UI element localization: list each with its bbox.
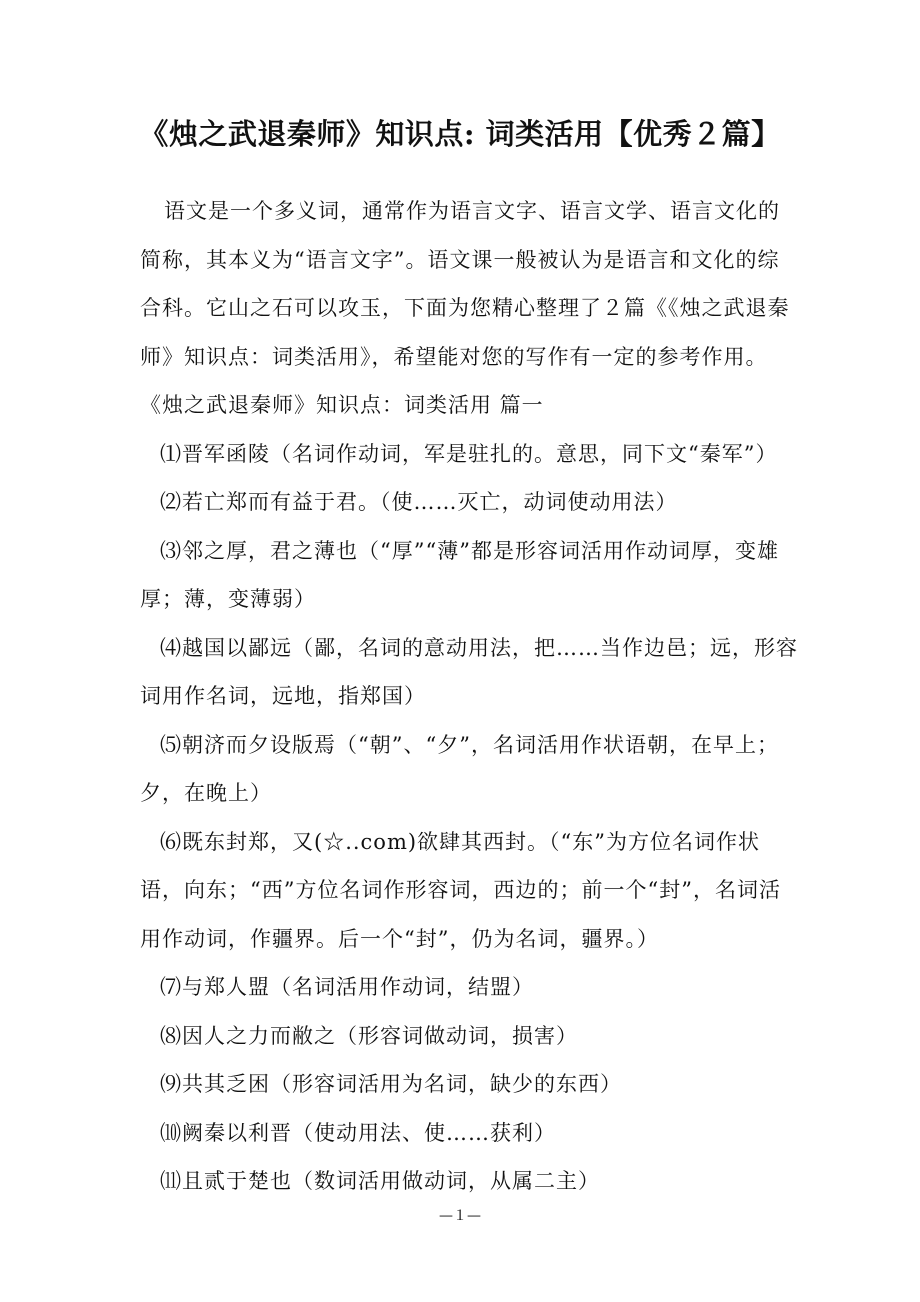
list-item: ⑷越国以鄙远（鄙，名词的意动用法，把……当作边邑；远，形容词用作名词，远地，指郑国） (140, 635, 798, 708)
list-item: ⑻因人之力而敝之（形容词做动词，损害） (160, 1023, 578, 1048)
list-item: ⑽阙秦以利晋（使动用法、使……获利） (160, 1120, 556, 1145)
list-item: ⑹既东封郑，又(☆..com)欲肆其西封。（“东”为方位名词作状语，向东；“西”方位名词作形容词，西边的；前一个“封”，名词活用作动词，作疆界。后一个“封”，仍为名词，疆界。） (140, 829, 781, 951)
list-item: ⑵若亡郑而有益于君。（使……灭亡，动词使动用法） (160, 490, 678, 514)
list-item: ⑾且贰于楚也（数词活用做动词，从属二主） (160, 1169, 600, 1193)
list-item: ⑸朝济而夕设版焉（“朝”、“夕”，名词活用作状语朝，在早上；夕，在晚上） (140, 732, 779, 805)
list-item: ⑺与郑人盟（名词活用作动词，结盟） (160, 975, 534, 999)
page-number: —１— (439, 1208, 481, 1224)
list-item: ⑶邻之厚，君之薄也（“厚”“薄”都是形容词活用作动词厚，变雄厚；薄，变薄弱） (140, 538, 779, 611)
section-heading: 《烛之武退秦师》知识点：词类活用 篇一 (140, 393, 544, 417)
intro-paragraph: 语文是一个多义词，通常作为语言文字、语言文学、语言文化的简称，其本义为“语言文字”。语文课一般被认为是语言和文化的综合科。它山之石可以攻玉，下面为您精心整理了２篇《《烛之武退秦师》知识点：词类活用》，希望能对您的写作有一定的参考作用。 (140, 199, 790, 369)
list-item: ⑴晋军函陵（名词作动词，军是驻扎的。意思，同下文“秦军”） (160, 441, 778, 466)
list-item: ⑼共其乏困（形容词活用为名词，缺少的东西） (160, 1072, 622, 1096)
page-title: 《烛之武退秦师》知识点: 词类活用【优秀２篇】 (139, 117, 781, 151)
document-body (140, 187, 800, 1206)
